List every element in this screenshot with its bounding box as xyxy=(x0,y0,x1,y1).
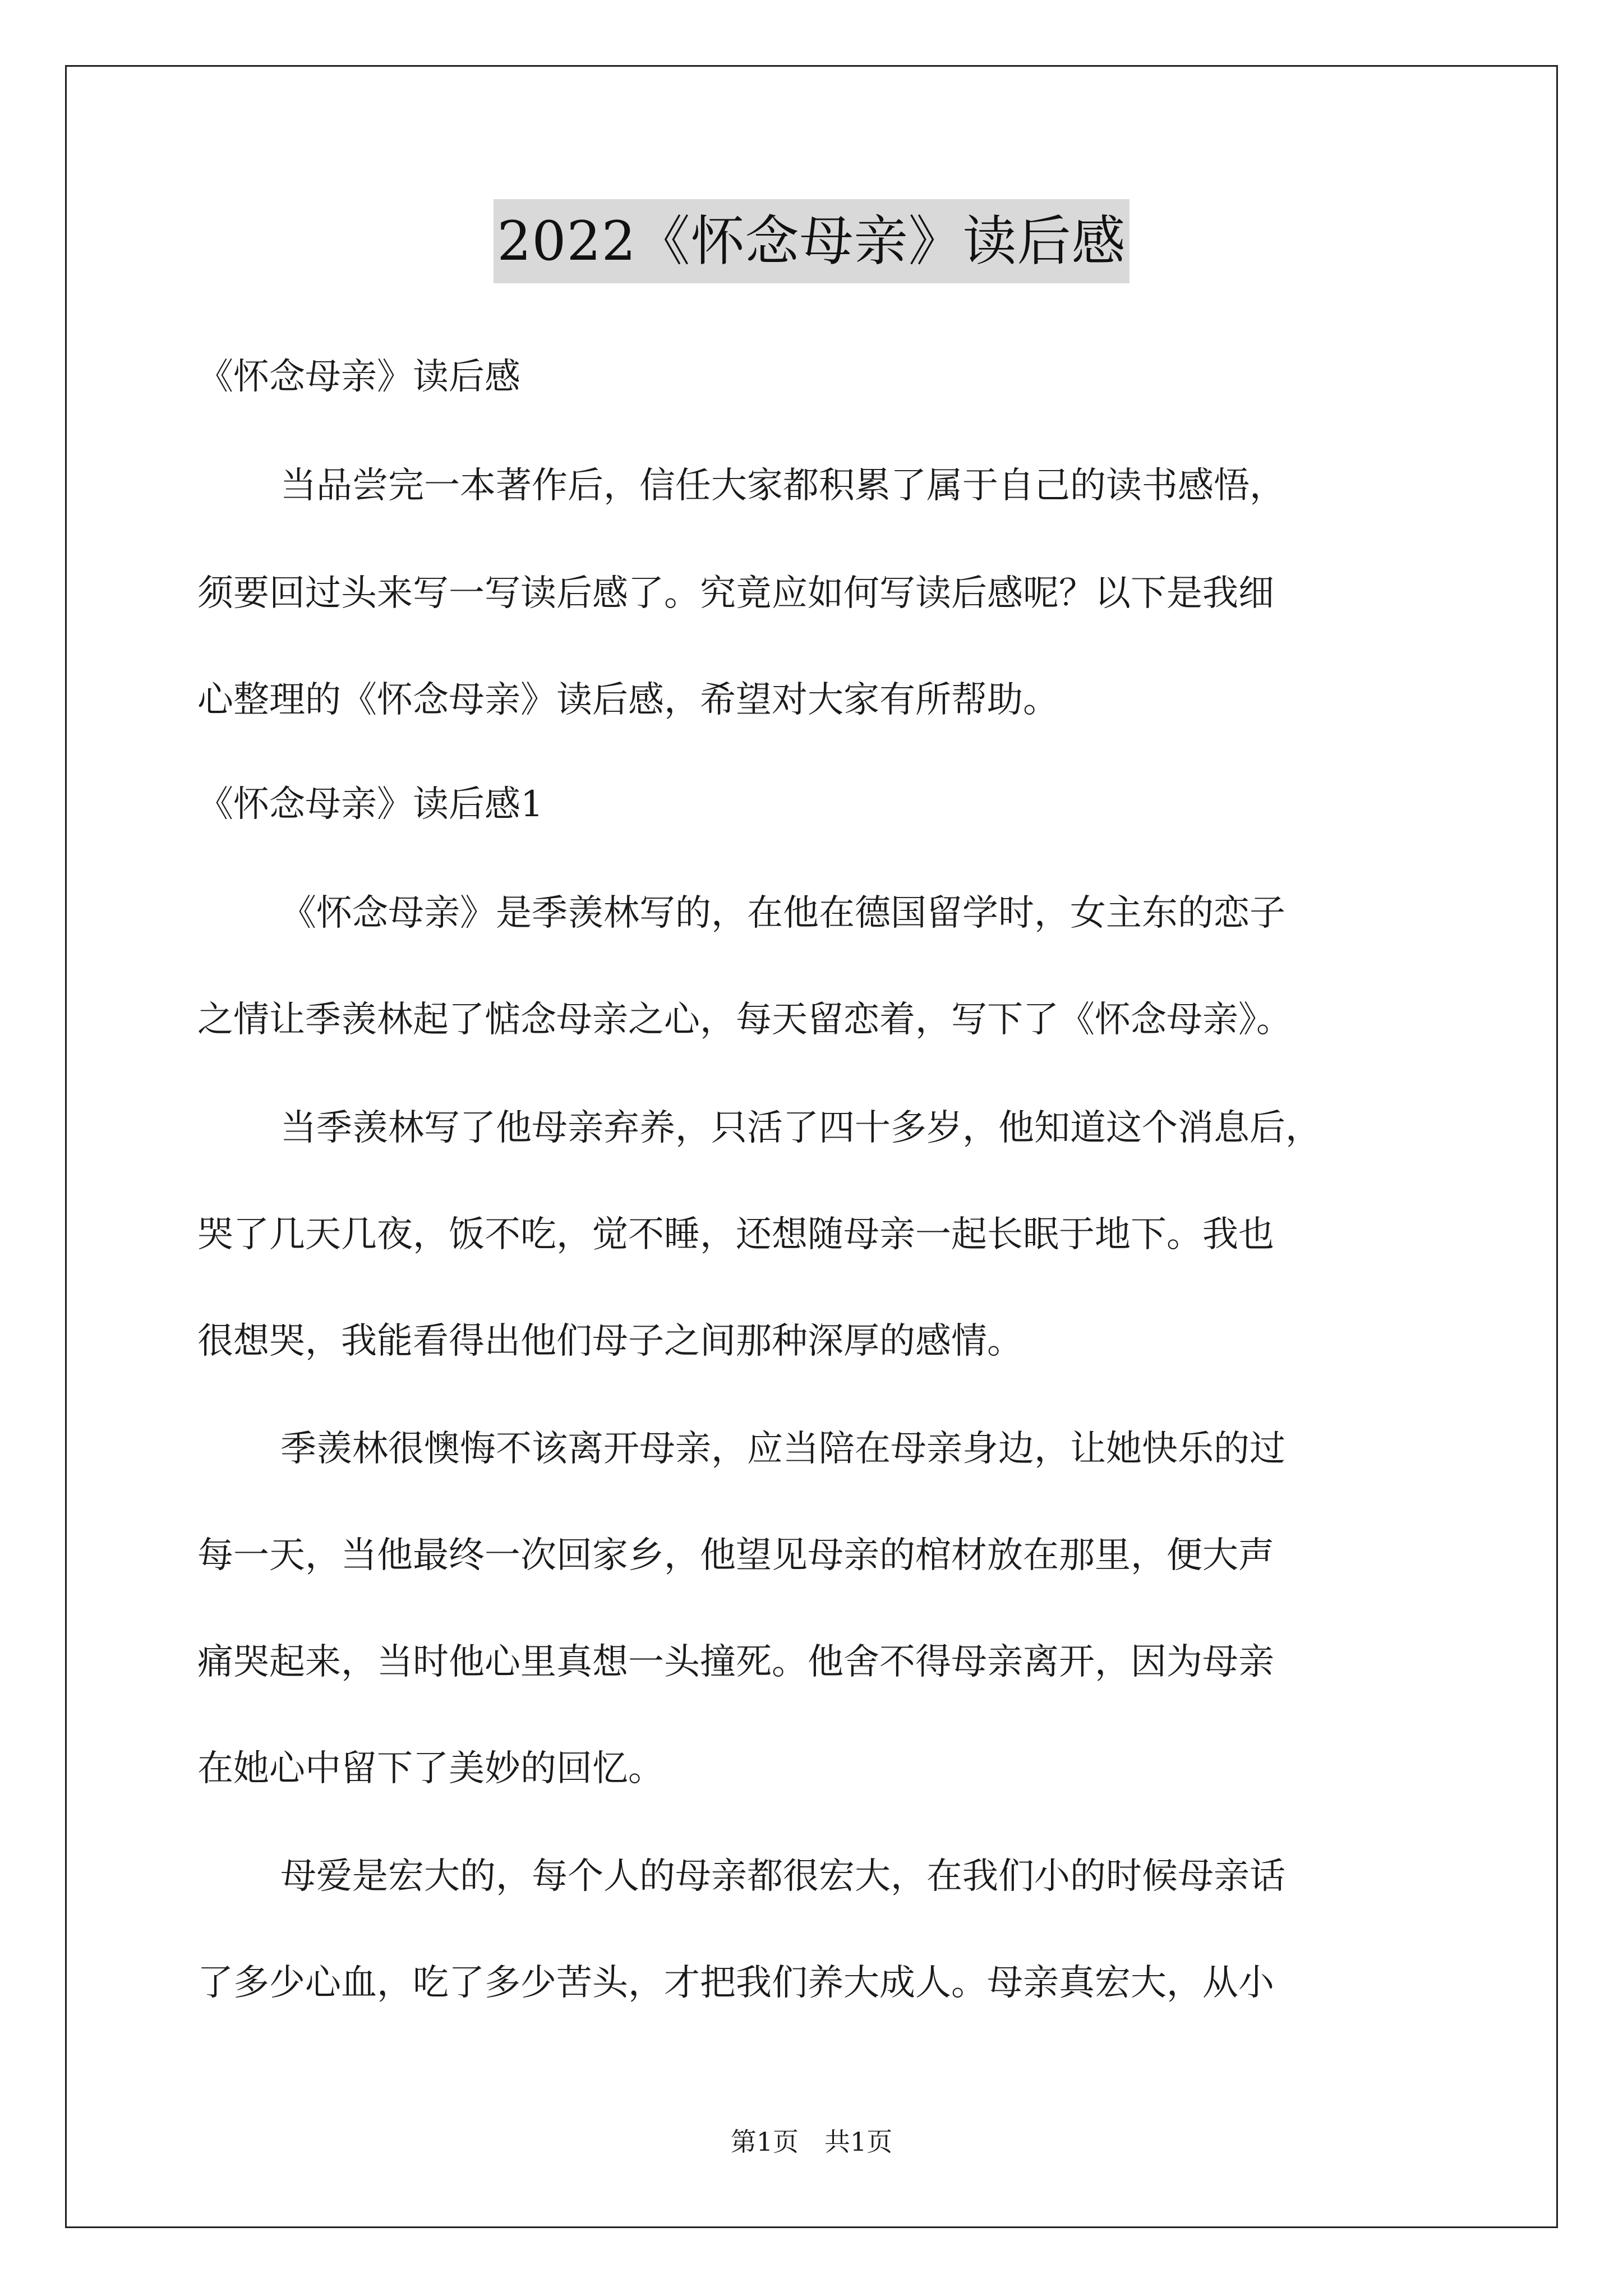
paragraph-line: 《怀念母亲》是季羡林写的，在他在德国留学时，女主东的恋子 xyxy=(280,892,1285,934)
paragraph-line: 在她心中留下了美妙的回忆。 xyxy=(197,1748,664,1789)
paragraph-line: 当季羡林写了他母亲弃养，只活了四十多岁，他知道这个消息后， xyxy=(280,1107,1321,1149)
paragraph-line: 很想哭，我能看得出他们母子之间那种深厚的感情。 xyxy=(197,1320,1023,1362)
section-heading: 《怀念母亲》读后感 xyxy=(197,356,520,398)
page-footer: 第1页 共1页 xyxy=(730,2127,893,2157)
paragraph-line: 痛哭起来，当时他心里真想一头撞死。他舍不得母亲离开，因为母亲 xyxy=(197,1641,1274,1683)
paragraph-line: 当品尝完一本著作后，信任大家都积累了属于自己的读书感悟， xyxy=(280,465,1285,507)
paragraph-line: 母爱是宏大的，每个人的母亲都很宏大，在我们小的时候母亲话 xyxy=(280,1856,1285,1897)
document-title: 2022《怀念母亲》读后感 xyxy=(494,199,1129,283)
paragraph-line: 季羡林很懊悔不该离开母亲，应当陪在母亲身边，让她快乐的过 xyxy=(280,1428,1285,1470)
paragraph-line: 须要回过头来写一写读后感了。究竟应如何写读后感呢？以下是我细 xyxy=(197,573,1274,614)
paragraph-line: 了多少心血，吃了多少苦头，才把我们养大成人。母亲真宏大，从小 xyxy=(197,1962,1274,2004)
title-container xyxy=(0,199,1623,283)
paragraph-line: 之情让季羡林起了惦念母亲之心，每天留恋着，写下了《怀念母亲》。 xyxy=(197,999,1292,1041)
paragraph-line: 每一天，当他最终一次回家乡，他望见母亲的棺材放在那里，便大声 xyxy=(197,1535,1274,1576)
paragraph-line: 哭了几天几夜，饭不吃，觉不睡，还想随母亲一起长眠于地下。我也 xyxy=(197,1214,1274,1255)
paragraph-line: 心整理的《怀念母亲》读后感，希望对大家有所帮助。 xyxy=(197,679,1059,721)
section-heading: 《怀念母亲》读后感1 xyxy=(197,784,543,825)
